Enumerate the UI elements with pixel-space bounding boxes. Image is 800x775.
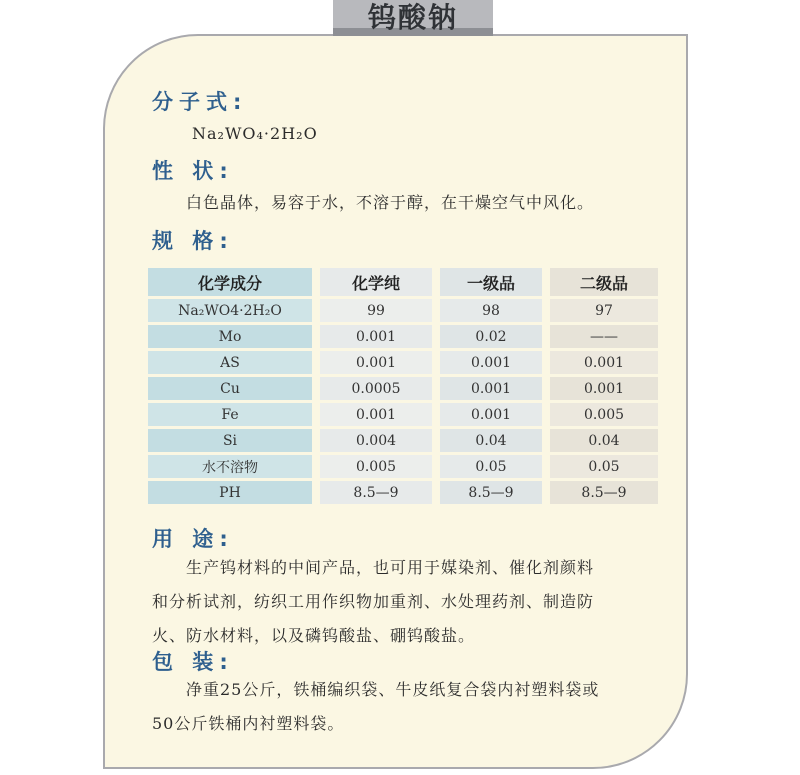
table-cell: 99 xyxy=(320,299,432,322)
formula-value: Na₂WO₄·2H₂O xyxy=(192,124,318,143)
table-cell: 98 xyxy=(440,299,542,322)
table-cell: 97 xyxy=(550,299,658,322)
properties-heading-label: 性 状 xyxy=(152,159,220,183)
table-header-row xyxy=(148,268,658,296)
table-row xyxy=(148,325,658,348)
usage-text xyxy=(152,551,594,653)
column-header: 二级品 xyxy=(550,268,658,296)
table-cell: 0.004 xyxy=(320,429,432,452)
table-cell: 0.005 xyxy=(550,403,658,426)
table-row xyxy=(148,377,658,400)
usage-line: 生产钨材料的中间产品，也可用于媒染剂、催化剂颜料 xyxy=(186,558,595,577)
table-cell: —— xyxy=(550,325,658,348)
table-cell: 0.02 xyxy=(440,325,542,348)
properties-value: 白色晶体，易容于水，不溶于醇，在干燥空气中风化。 xyxy=(186,193,595,212)
spec-heading-label: 规 格 xyxy=(152,229,220,253)
usage-heading-colon: : xyxy=(219,527,228,551)
formula-heading xyxy=(152,86,241,116)
table-row-label: Fe xyxy=(148,403,312,426)
table-cell: 0.001 xyxy=(440,377,542,400)
table-row xyxy=(148,455,658,478)
table-row-label: AS xyxy=(148,351,312,374)
packaging-line: 50公斤铁桶内衬塑料袋。 xyxy=(152,714,345,733)
table-cell: 0.001 xyxy=(320,403,432,426)
packaging-line: 净重25公斤，铁桶编织袋、牛皮纸复合袋内衬塑料袋或 xyxy=(186,680,600,699)
table-cell: 0.005 xyxy=(320,455,432,478)
properties-heading xyxy=(152,155,228,185)
formula-heading-colon: : xyxy=(233,90,242,114)
table-cell: 0.001 xyxy=(320,351,432,374)
table-cell: 0.001 xyxy=(440,403,542,426)
usage-line: 和分析试剂，纺织工用作织物加重剂、水处理药剂、制造防 xyxy=(152,592,595,611)
spec-heading-colon: : xyxy=(219,229,228,253)
table-cell: 0.001 xyxy=(320,325,432,348)
packaging-heading-colon: : xyxy=(219,650,228,674)
table-row xyxy=(148,481,658,504)
table-row-label: Na₂WO4·2H₂O xyxy=(148,299,312,322)
table-row xyxy=(148,429,658,452)
formula-heading-label: 分子式 xyxy=(152,90,233,114)
table-cell: 0.04 xyxy=(550,429,658,452)
table-cell: 0.05 xyxy=(550,455,658,478)
table-row-label: Si xyxy=(148,429,312,452)
page-title: 钨酸钠 xyxy=(367,1,458,34)
column-header: 化学成分 xyxy=(148,268,312,296)
properties-heading-colon: : xyxy=(219,159,228,183)
table-cell: 0.05 xyxy=(440,455,542,478)
table-cell: 8.5—9 xyxy=(550,481,658,504)
table-row xyxy=(148,351,658,374)
table-row-label: Cu xyxy=(148,377,312,400)
spec-heading xyxy=(152,225,228,255)
column-header: 化学纯 xyxy=(320,268,432,296)
table-cell: 8.5—9 xyxy=(440,481,542,504)
packaging-heading-label: 包 装 xyxy=(152,650,220,674)
table-row xyxy=(148,403,658,426)
table-cell: 0.001 xyxy=(550,351,658,374)
table-row-label: 水不溶物 xyxy=(148,455,312,478)
spec-table xyxy=(148,265,658,507)
column-header: 一级品 xyxy=(440,268,542,296)
table-cell: 0.001 xyxy=(440,351,542,374)
table-cell: 0.0005 xyxy=(320,377,432,400)
table-row-label: PH xyxy=(148,481,312,504)
usage-heading-label: 用 途 xyxy=(152,527,220,551)
packaging-heading xyxy=(152,646,228,676)
packaging-text xyxy=(152,673,599,741)
table-cell: 0.001 xyxy=(550,377,658,400)
table-cell: 8.5—9 xyxy=(320,481,432,504)
table-row-label: Mo xyxy=(148,325,312,348)
table-cell: 0.04 xyxy=(440,429,542,452)
table-row xyxy=(148,299,658,322)
usage-heading xyxy=(152,523,228,553)
usage-line: 火、防水材料，以及磷钨酸盐、硼钨酸盐。 xyxy=(152,626,476,645)
